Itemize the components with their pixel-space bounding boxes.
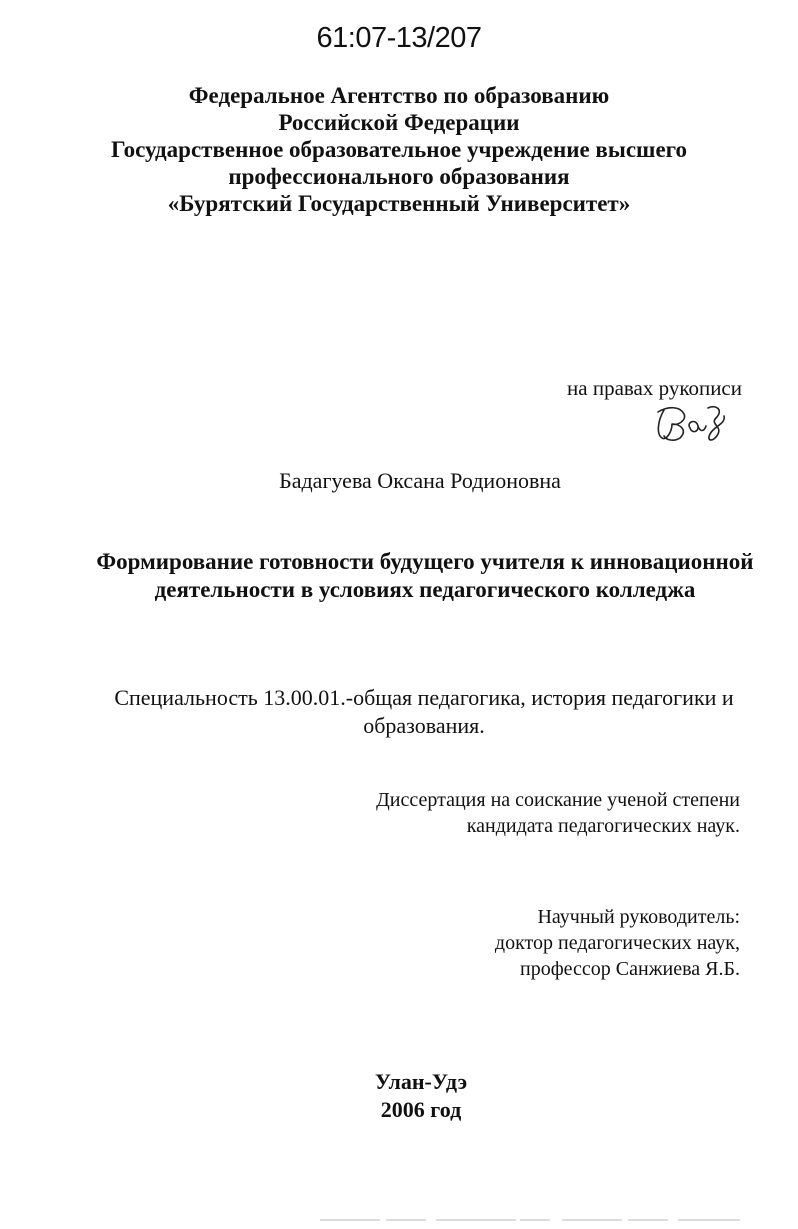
- organization-line-1: Федеральное Агентство по образованию: [188, 83, 610, 108]
- organization-line-5: «Бурятский Государственный Университет»: [167, 191, 631, 216]
- degree-line-1: Диссертация на соискание ученой степени: [376, 789, 740, 811]
- place-block: [0, 1068, 798, 1124]
- supervisor-line-2: доктор педагогических наук,: [494, 932, 740, 954]
- rights-note: на правах рукописи: [567, 376, 742, 400]
- specialty-line-1: Специальность 13.00.01.-общая педагогика, история педагогики и: [114, 685, 734, 710]
- organization-block: [0, 82, 798, 217]
- signature-icon: [650, 398, 730, 448]
- specialty-block: [0, 684, 798, 740]
- title-line-1: Формирование готовности будущего учителя к инновационной: [96, 549, 754, 574]
- author-name: Бадагуева Оксана Родионовна: [279, 468, 561, 493]
- organization-line-4: профессионального образования: [228, 164, 570, 189]
- city: Улан-Удэ: [374, 1069, 468, 1094]
- supervisor-block: [495, 904, 740, 982]
- degree-line-2: кандидата педагогических наук.: [466, 815, 740, 837]
- specialty-line-2: образования.: [363, 713, 485, 738]
- supervisor-line-1: Научный руководитель:: [537, 906, 740, 928]
- year: 2006 год: [380, 1097, 462, 1122]
- title-line-2: деятельности в условиях педагогического колледжа: [154, 577, 696, 602]
- organization-line-3: Государственное образовательное учреждение высшего: [110, 137, 688, 162]
- degree-block: [376, 787, 740, 839]
- dissertation-title: [0, 548, 798, 604]
- scan-artifact-line: [320, 1219, 740, 1221]
- catalog-code: 61:07-13/207: [316, 22, 482, 54]
- supervisor-line-3: профессор Санжиева Я.Б.: [520, 958, 740, 980]
- organization-line-2: Российской Федерации: [278, 110, 520, 135]
